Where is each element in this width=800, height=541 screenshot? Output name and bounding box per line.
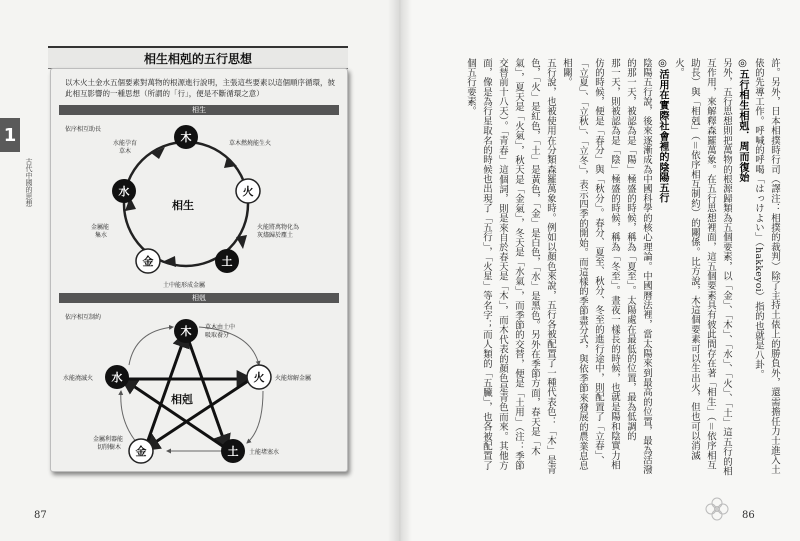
svg-text:水: 水 — [111, 371, 123, 384]
five-elements-diagram — [51, 69, 347, 471]
chapter-side-label: 古代中國的思想 — [25, 158, 33, 207]
body-col-2: 另外，五行思想則把萬物的根源歸類為五個要素，以「金」、「木」、「水」、「火」、「土」這五行的相互作用，來解釋森羅萬象。在五行思想裡面，這五個要素具有彼此間存在著「相生」（＝依序相互助長）與「相剋」（＝依序相互制約）的關係。比方說，木這個要素可以生出火，但也可以消滅火。 — [673, 58, 732, 476]
svg-text:木: 木 — [180, 131, 192, 144]
note-water-fire: 水能澆滅火 — [63, 375, 94, 382]
page-title-text: 相生相剋的五行思想 — [138, 50, 258, 67]
ke-outer-arrow-2 — [247, 391, 263, 443]
note-wood-fire: 草木燃燒能生火 — [229, 140, 272, 147]
five-elements-panel — [50, 68, 348, 472]
sheng-node-earth — [215, 249, 239, 273]
flower-ornament-icon — [704, 496, 730, 522]
right-page-body — [412, 58, 782, 478]
body-col-4: 那一天，則被認為是「陰」極盛的時候，稱為「冬至」。晝夜一樣長的時候，也就是陽和陰實力相仿的時候，便是「春分」與「秋分」。春分、夏至、秋分、冬至的進行途中，則配置了「立春」、「立夏」、「立秋」、「立冬」，表示四季的開始。而這樣的季節盡分式，與依季節來發展的農業息息相關。 — [561, 58, 620, 471]
ke-node-water — [105, 365, 129, 389]
note-earth-water: 土能堵塞水 — [249, 449, 280, 456]
ke-subtitle: 依序相互制約 — [65, 314, 102, 321]
sheng-arrow-fire-earth — [236, 235, 247, 249]
note-water-wood: 水能孕育草木 — [113, 140, 138, 155]
heading-wuxing: ◎五行相生相剋．周而復始 — [737, 58, 748, 183]
sheng-arrow-earth-metal — [162, 256, 176, 267]
note-metal-wood: 金屬利器能切削樹木 — [93, 436, 124, 451]
note-metal-water: 金屬能集水 — [91, 224, 110, 239]
ke-center-label: 相剋 — [171, 393, 193, 406]
ke-node-metal — [129, 439, 153, 463]
sheng-node-metal — [136, 249, 160, 273]
ke-star-fire-metal — [145, 379, 251, 449]
body-col-3: 陰陽五行說，後來逐漸成為中國科學的核心理論。中國曆法裡，當太陽來到最高的位置，最為活潑的那一天，被認為是「陽」極盛的時候，稱為「夏至」。太陽處在最低的位置，最為低調的 — [625, 58, 652, 475]
ke-outer-arrow-4 — [121, 391, 137, 443]
ke-node-fire — [247, 365, 271, 389]
note-earth-metal: 土中能形成金屬 — [163, 282, 206, 289]
sheng-node-water — [112, 179, 136, 203]
svg-text:火: 火 — [242, 185, 254, 198]
page-title — [48, 46, 348, 69]
note-wood-earth: 草木由土中吸取養分 — [205, 324, 236, 339]
ke-section-bar: 相剋 — [59, 293, 339, 303]
ke-outer-arrow-5 — [129, 327, 173, 365]
left-page-number: 87 — [34, 510, 47, 521]
body-col-1: 許。另外，日本相撲時行司（譯注：相撲的裁判）除了主持土俵上的勝負外，還需擔任力士進入土俵的先導工作。呼喊的呼喝「はっけよい」（hakkeyoi）指的也就是八卦。 — [753, 58, 780, 475]
sheng-subtitle: 依序相互助長 — [65, 126, 102, 133]
svg-text:金: 金 — [142, 255, 154, 268]
chapter-tab: 1 — [0, 118, 20, 152]
sheng-center-label: 相生 — [172, 199, 194, 212]
svg-text:木: 木 — [180, 325, 192, 338]
ke-node-earth — [221, 439, 245, 463]
panel-intro: 以木火土金水五個要素對萬物的根源進行說明，主張這些要素以這個順序循環，彼此相互影響的一種思想（所謂的「行」，便是不斷循環之意） — [65, 78, 335, 98]
svg-text:水: 水 — [118, 185, 130, 198]
book-gutter — [388, 0, 412, 541]
sheng-node-fire — [236, 179, 260, 203]
ke-star-wood-earth — [186, 333, 227, 449]
svg-text:土: 土 — [227, 445, 239, 458]
svg-text:火: 火 — [253, 371, 265, 384]
body-col-5: 五行說，也被使用在分類森羅萬象時。例如以顏色來說，五行各被配置了一種代表色：「木」是青色，「火」是紅色，「土」是黃色，「金」是白色，「水」是黑色。另外在季節方面，春天是「木氣」，夏天是「火氣」，秋天是「金氣」，冬天是「水氣」，而季節的交替，便是「土用」（注：季節交替前十八天）。「青春」這個詞，則是來自於春天是「木」，而木代表的顏色是青色而來。其他方面，像是為行星取名的時候也出現了「五行」，「火星」等名字；而人類的「五臟」，也各被配置了個五行要素。 — [465, 58, 556, 475]
ke-node-wood — [174, 319, 198, 343]
svg-text:土: 土 — [221, 255, 233, 268]
heading-yinyang-society: ◎活用在實際社會裡的陰陽五行 — [657, 58, 668, 204]
note-fire-earth: 火能將萬物化為灰燼歸於塵土 — [257, 224, 300, 239]
right-page-number: 86 — [742, 510, 755, 521]
sheng-section-bar: 相生 — [59, 105, 339, 115]
sheng-node-wood — [174, 125, 198, 149]
note-fire-metal: 火能熔解金屬 — [275, 375, 312, 382]
svg-text:金: 金 — [135, 445, 147, 458]
ke-star-metal-wood — [145, 333, 186, 449]
